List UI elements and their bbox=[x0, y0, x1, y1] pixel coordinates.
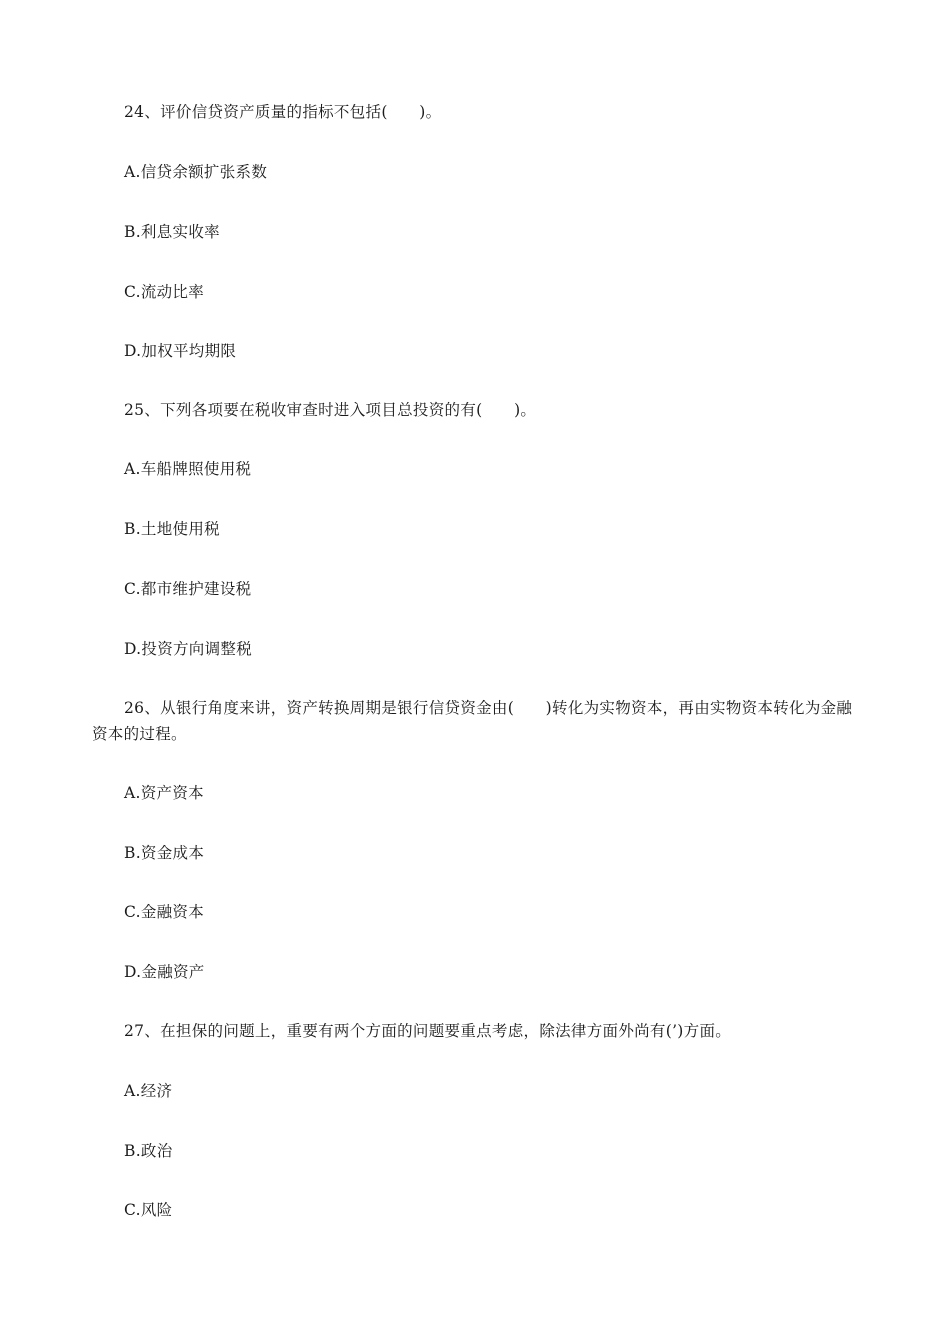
question-24-option-b: B.利息实收率 bbox=[124, 223, 220, 241]
question-27-stem: 27、在担保的问题上，重要有两个方面的问题要重点考虑，除法律方面外尚有(’)方面。 bbox=[124, 1022, 732, 1040]
question-25-option-b: B.土地使用税 bbox=[124, 520, 220, 538]
question-26-option-b: B.资金成本 bbox=[124, 844, 205, 862]
question-26-stem: 26、从银行角度来讲，资产转换周期是银行信贷资金由( )转化为实物资本，再由实物资本转化为金融资本的过程。 bbox=[92, 699, 853, 743]
question-25-option-a: A.车船牌照使用税 bbox=[124, 460, 252, 478]
question-27-option-c: C.风险 bbox=[124, 1201, 173, 1219]
question-27-option-a: A.经济 bbox=[124, 1082, 173, 1100]
question-26-option-a: A.资产资本 bbox=[124, 784, 204, 802]
question-24-stem: 24、评价信贷资产质量的指标不包括( )。 bbox=[124, 103, 442, 121]
question-25-option-d: D.投资方向调整税 bbox=[124, 640, 253, 658]
question-24-option-c: C.流动比率 bbox=[124, 283, 205, 301]
question-24-option-a: A.信贷余额扩张系数 bbox=[124, 163, 268, 181]
question-25-option-c: C.都市维护建设税 bbox=[124, 580, 252, 598]
question-24-option-d: D.加权平均期限 bbox=[124, 342, 237, 360]
question-26-option-c: C.金融资本 bbox=[124, 903, 205, 921]
question-27-option-b: B.政治 bbox=[124, 1142, 173, 1160]
question-26-option-d: D.金融资产 bbox=[124, 963, 205, 981]
question-25-stem: 25、下列各项要在税收审查时进入项目总投资的有( )。 bbox=[124, 401, 537, 419]
